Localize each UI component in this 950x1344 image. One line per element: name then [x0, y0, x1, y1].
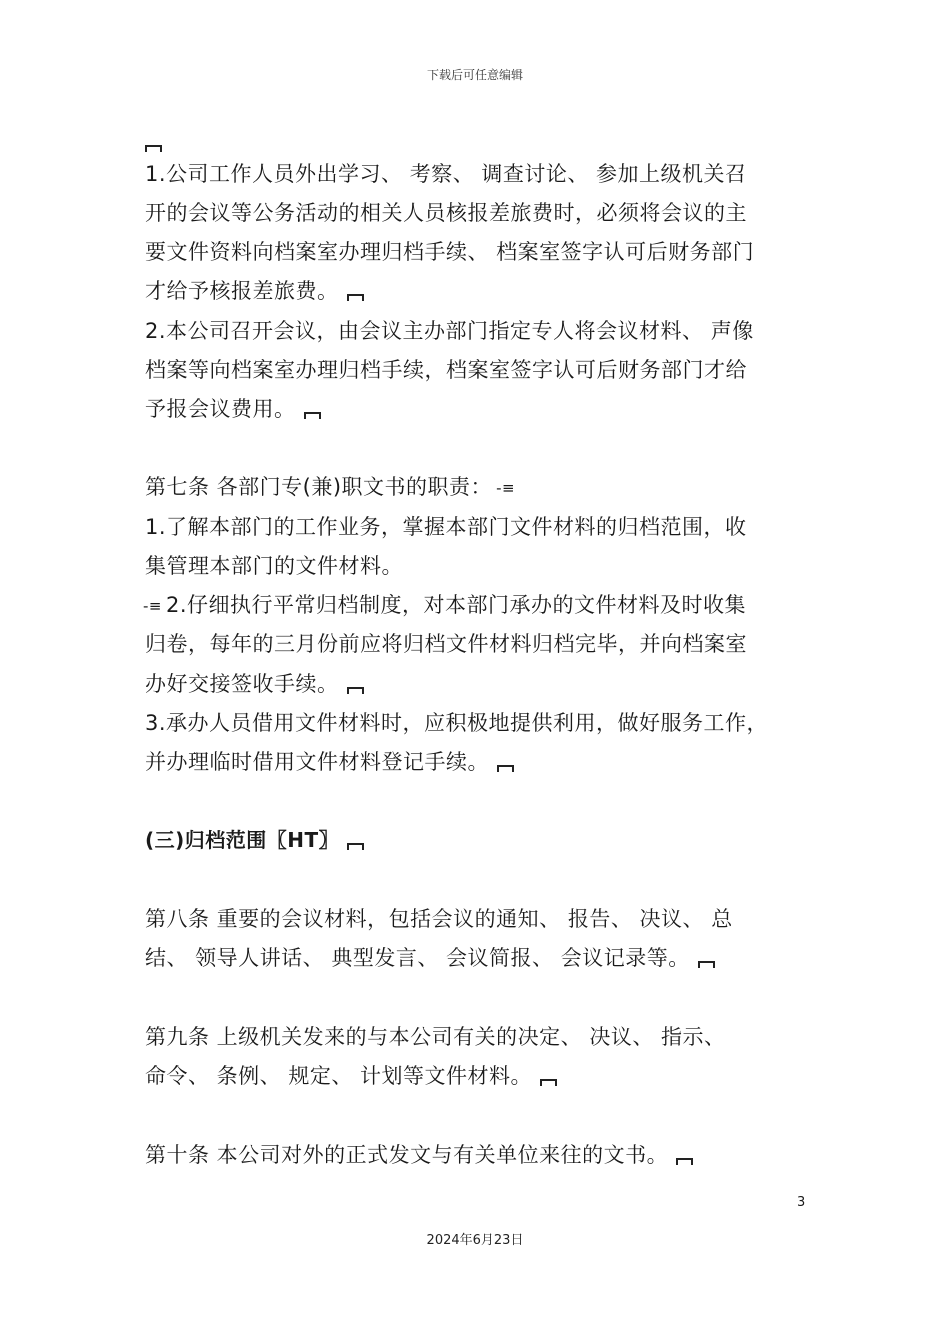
page-header: 下载后可任意编辑: [426, 68, 523, 82]
line-text: 要文件资料向档案室办理归档手续、 档案室签字认可后财务部门: [145, 240, 755, 264]
text-line: [145, 670, 364, 698]
line-text: 并办理临时借用文件材料登记手续。: [145, 750, 489, 774]
line-text: 第七条 各部门专(兼)职文书的职责：: [145, 475, 493, 499]
text-line: [145, 1062, 557, 1090]
line-text: 归卷，每年的三月份前应将归档文件材料归档完毕，并向档案室: [145, 632, 747, 656]
paragraph-mark-icon: [698, 961, 715, 968]
text-line: [145, 1023, 726, 1051]
line-text: 1.公司工作人员外出学习、 考察、 调查讨论、 参加上级机关召: [145, 162, 747, 186]
text-line: [145, 277, 364, 305]
line-text: 办好交接签收手续。: [145, 672, 339, 696]
paragraph-mark: [145, 128, 162, 156]
line-text: 第九条 上级机关发来的与本公司有关的决定、 决议、 指示、: [145, 1025, 726, 1049]
paragraph-mark-icon: [497, 765, 514, 772]
paragraph-mark-icon: [347, 843, 364, 850]
text-line: [145, 709, 768, 737]
line-text: 才给予核报差旅费。: [145, 279, 339, 303]
page-number: 3: [797, 1195, 806, 1210]
line-text: 命令、 条例、 规定、 计划等文件材料。: [145, 1064, 533, 1088]
text-line: [145, 317, 754, 345]
text-line: [145, 199, 747, 227]
text-line: [145, 160, 747, 188]
eq-mark-icon: -≡: [143, 597, 162, 615]
text-line: [145, 552, 403, 580]
text-line: [145, 356, 747, 384]
section-heading: [145, 826, 364, 854]
text-line: [145, 473, 519, 502]
line-text: 集管理本部门的文件材料。: [145, 554, 403, 578]
page-footer-date: 2024年6月23日: [426, 1233, 524, 1248]
text-line: [145, 238, 754, 266]
paragraph-mark-icon: [145, 145, 162, 152]
heading-text: (三)归档范围〖HT〗: [145, 828, 340, 852]
line-text: 1.了解本部门的工作业务，掌握本部门文件材料的归档范围，收: [145, 515, 747, 539]
text-line: [145, 944, 715, 972]
line-text: 2.仔细执行平常归档制度，对本部门承办的文件材料及时收集: [165, 593, 747, 617]
line-text: 结、 领导人讲话、 典型发言、 会议简报、 会议记录等。: [145, 946, 690, 970]
paragraph-mark-icon: [540, 1079, 557, 1086]
line-text: 第八条 重要的会议材料，包括会议的通知、 报告、 决议、 总: [145, 907, 733, 931]
text-line: [145, 513, 747, 541]
line-text: 档案等向档案室办理归档手续，档案室签字认可后财务部门才给: [145, 358, 747, 382]
line-text: 2.本公司召开会议，由会议主办部门指定专人将会议材料、 声像: [145, 319, 754, 343]
line-text: 开的会议等公务活动的相关人员核报差旅费时，必须将会议的主: [145, 201, 747, 225]
paragraph-mark-icon: [347, 294, 364, 301]
line-text: 第十条 本公司对外的正式发文与有关单位来往的文书。: [145, 1143, 669, 1167]
paragraph-mark-icon: [676, 1158, 693, 1165]
text-line: [145, 905, 733, 933]
line-text: 3.承办人员借用文件材料时，应积极地提供利用，做好服务工作，: [145, 711, 769, 735]
paragraph-mark-icon: [347, 687, 364, 694]
text-line: [145, 748, 514, 776]
eq-mark-icon: -≡: [496, 479, 516, 497]
text-line: [145, 395, 321, 423]
text-line: [145, 1141, 693, 1169]
line-text: 予报会议费用。: [145, 397, 296, 421]
text-line: [145, 630, 747, 658]
paragraph-mark-icon: [304, 412, 321, 419]
text-line: [143, 591, 746, 620]
